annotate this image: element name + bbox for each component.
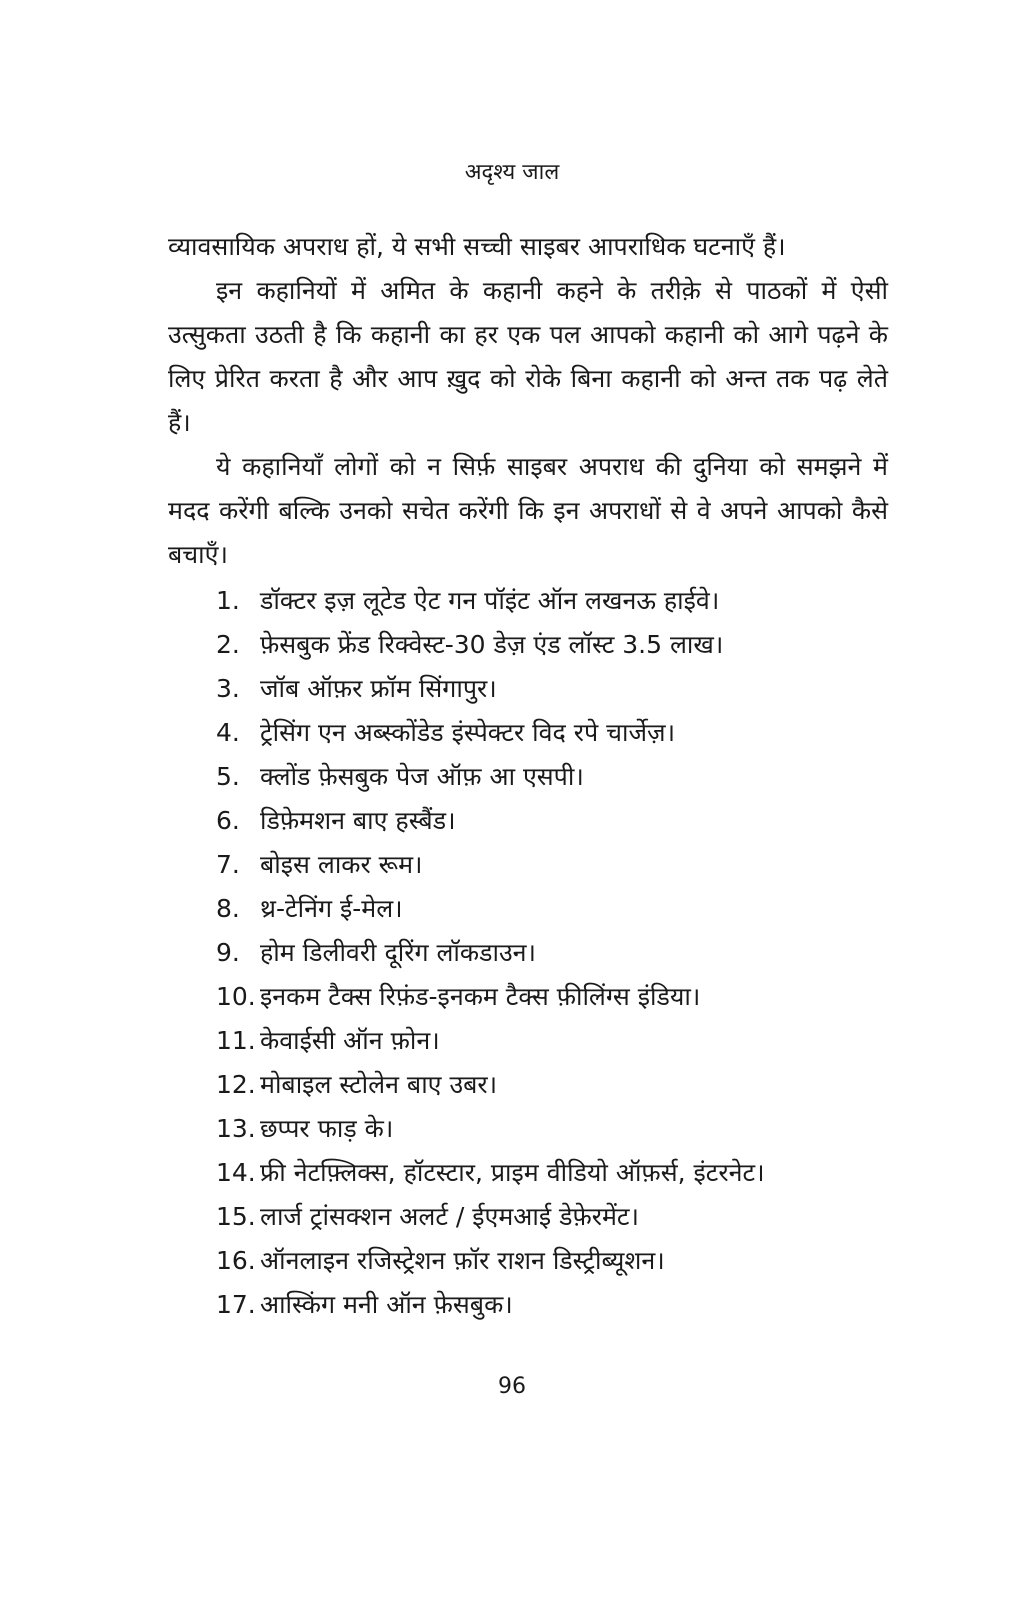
body-text xyxy=(168,225,888,1327)
list-item-number: 14. xyxy=(216,1158,256,1187)
list-item-number: 5. xyxy=(216,762,240,791)
list-item xyxy=(216,755,888,799)
list-item-title: होम डिलीवरी दूरिंग लॉकडाउन। xyxy=(260,938,536,967)
list-item-title: आस्किंग मनी ऑन फ़ेसबुक। xyxy=(260,1290,513,1319)
list-item-number: 2. xyxy=(216,630,240,659)
list-item-title: केवाईसी ऑन फ़ोन। xyxy=(260,1026,440,1055)
list-item-title: छप्पर फाड़ के। xyxy=(260,1114,394,1143)
list-item xyxy=(216,1283,888,1327)
list-item-number: 9. xyxy=(216,938,240,967)
list-item xyxy=(216,1239,888,1283)
list-item-title: क्लोंड फ़ेसबुक पेज ऑफ़ आ एसपी। xyxy=(260,762,584,791)
list-item-number: 11. xyxy=(216,1026,256,1055)
list-item xyxy=(216,667,888,711)
list-item-title: डॉक्टर इज़ लूटेड ऐट गन पॉइंट ऑन लखनऊ हाईवे। xyxy=(260,586,720,615)
list-item-number: 17. xyxy=(216,1290,256,1319)
paragraph: व्यावसायिक अपराध हों, ये सभी सच्ची साइबर आपराधिक घटनाएँ हैं। xyxy=(168,232,786,261)
list-item-title: फ्री नेटफ़्लिक्स, हॉटस्टार, प्राइम वीडियो ऑफ़र्स, इंटरनेट। xyxy=(260,1158,765,1187)
list-item-number: 16. xyxy=(216,1246,256,1275)
list-item-title: फ़ेसबुक फ्रेंड रिक्वेस्ट-30 डेज़ एंड लॉस्ट 3.5 लाख। xyxy=(260,630,724,659)
running-head: अदृश्य जाल xyxy=(464,160,560,185)
list-item-title: मोबाइल स्टोलेन बाए उबर। xyxy=(260,1070,498,1099)
list-item-number: 12. xyxy=(216,1070,256,1099)
list-item xyxy=(216,623,888,667)
list-item-number: 6. xyxy=(216,806,240,835)
list-item-title: ऑनलाइन रजिस्ट्रेशन फ़ॉर राशन डिस्ट्रीब्यूशन। xyxy=(260,1246,665,1275)
list-item-title: जॉब ऑफ़र फ्रॉम सिंगापुर। xyxy=(260,674,497,703)
page-number: 96 xyxy=(498,1374,526,1399)
list-item-title: इनकम टैक्स रिफ़ंड-इनकम टैक्स फ़ीलिंग्स इंडिया। xyxy=(260,982,701,1011)
paragraph: इन कहानियों में अमित के कहानी कहने के तरीक़े से पाठकों में ऐसी उत्सुकता उठती है कि कहानी का हर एक पल आपको कहानी को आगे पढ़ने के लिए प्रेरित करता है और आप ख़ुद को रोके बिना कहानी को अन्त तक पढ़ लेते हैं। xyxy=(168,276,888,437)
list-item-number: 7. xyxy=(216,850,240,879)
list-item xyxy=(216,1019,888,1063)
list-item xyxy=(216,975,888,1019)
list-item-title: ट्रेसिंग एन अब्स्कोंडेड इंस्पेक्टर विद रपे चार्जेज़। xyxy=(260,718,676,747)
list-item-number: 10. xyxy=(216,982,256,1011)
paragraph: ये कहानियाँ लोगों को न सिर्फ़ साइबर अपराध की दुनिया को समझने में मदद करेंगी बल्कि उनको सचेत करेंगी कि इन अपराधों से वे अपने आपको कैसे बचाएँ। xyxy=(168,452,888,569)
list-item xyxy=(216,1063,888,1107)
story-list xyxy=(168,579,888,1327)
list-item xyxy=(216,1195,888,1239)
list-item-number: 4. xyxy=(216,718,240,747)
list-item xyxy=(216,711,888,755)
list-item-number: 15. xyxy=(216,1202,256,1231)
list-item xyxy=(216,843,888,887)
list-item-title: बोइस लाकर रूम। xyxy=(260,850,423,879)
list-item-title: डिफ़ेमशन बाए हस्बैंड। xyxy=(260,806,456,835)
list-item xyxy=(216,887,888,931)
list-item-number: 8. xyxy=(216,894,240,923)
list-item-title: थ्र-टेनिंग ई-मेल। xyxy=(260,894,403,923)
list-item xyxy=(216,579,888,623)
list-item-number: 1. xyxy=(216,586,240,615)
list-item xyxy=(216,1151,888,1195)
list-item xyxy=(216,799,888,843)
list-item-number: 13. xyxy=(216,1114,256,1143)
list-item xyxy=(216,1107,888,1151)
list-item xyxy=(216,931,888,975)
list-item-title: लार्ज ट्रांसक्शन अलर्ट / ईएमआई डेफ़ेरमेंट। xyxy=(260,1202,639,1231)
list-item-number: 3. xyxy=(216,674,240,703)
